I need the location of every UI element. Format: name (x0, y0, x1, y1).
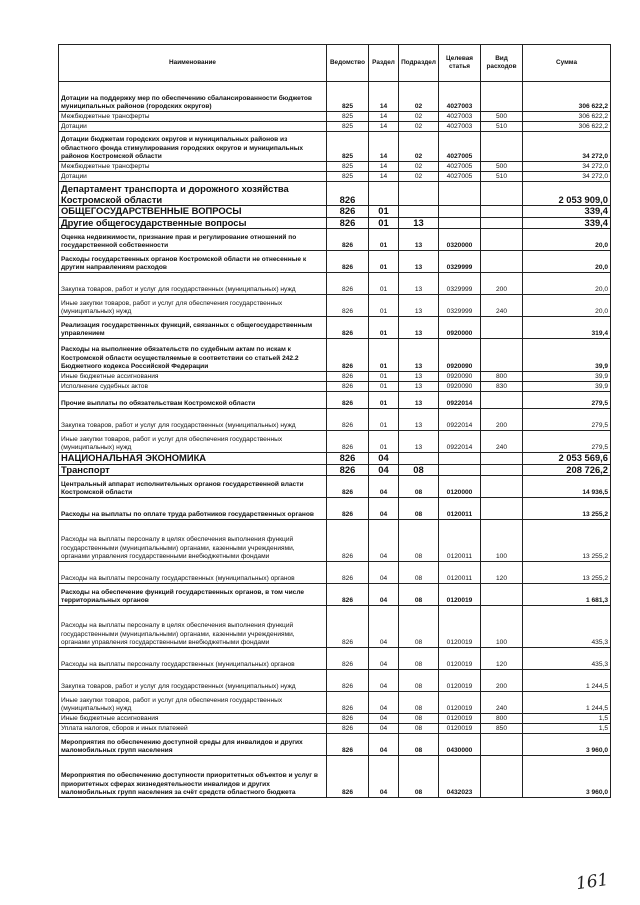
cell-statya: 0120019 (439, 648, 481, 670)
cell-statya (439, 464, 481, 476)
cell-summa: 1,5 (523, 714, 611, 724)
cell-razdel: 04 (369, 606, 399, 648)
cell-statya: 0329999 (439, 251, 481, 273)
header-statya: Целевая статья (439, 45, 481, 82)
cell-name: Исполнение судебных актов (59, 382, 327, 392)
cell-vedomstvo: 825 (327, 132, 369, 162)
cell-razdel: 04 (369, 648, 399, 670)
cell-podrazdel: 13 (399, 372, 439, 382)
cell-vid (481, 392, 523, 409)
cell-summa: 1 681,3 (523, 584, 611, 606)
cell-name: Межбюджетные трансферты (59, 112, 327, 122)
cell-summa: 20,0 (523, 251, 611, 273)
header-vid: Вид расходов (481, 45, 523, 82)
cell-razdel: 01 (369, 206, 399, 218)
cell-vid: 240 (481, 431, 523, 453)
cell-podrazdel (399, 206, 439, 218)
cell-summa: 20,0 (523, 295, 611, 317)
table-row (59, 172, 611, 182)
cell-name: Другие общегосударственные вопросы (59, 217, 327, 229)
cell-vedomstvo: 826 (327, 562, 369, 584)
cell-vid: 120 (481, 648, 523, 670)
budget-table (58, 44, 611, 798)
cell-name: Оценка недвижимости, признание прав и регулирование отношений по государственной собственности (59, 229, 327, 251)
cell-podrazdel: 02 (399, 122, 439, 132)
cell-name: Иные закупки товаров, работ и услуг для обеспечения государственных (муниципальных) нужд (59, 295, 327, 317)
cell-name: Межбюджетные трансферты (59, 162, 327, 172)
cell-podrazdel: 02 (399, 132, 439, 162)
cell-summa: 279,5 (523, 392, 611, 409)
cell-razdel: 01 (369, 229, 399, 251)
table-row (59, 273, 611, 295)
cell-vedomstvo: 826 (327, 273, 369, 295)
cell-razdel: 14 (369, 112, 399, 122)
header-podrazdel: Подраздел (399, 45, 439, 82)
cell-name: Дотации (59, 172, 327, 182)
cell-podrazdel (399, 182, 439, 206)
cell-razdel: 14 (369, 132, 399, 162)
cell-vid: 240 (481, 295, 523, 317)
cell-podrazdel: 08 (399, 670, 439, 692)
table-row (59, 339, 611, 372)
cell-razdel: 01 (369, 339, 399, 372)
cell-vedomstvo: 826 (327, 317, 369, 339)
cell-vedomstvo: 826 (327, 670, 369, 692)
table-row (59, 82, 611, 112)
cell-podrazdel: 02 (399, 112, 439, 122)
cell-statya: 0120011 (439, 498, 481, 520)
cell-statya (439, 182, 481, 206)
cell-razdel: 14 (369, 172, 399, 182)
cell-vid (481, 756, 523, 798)
cell-podrazdel: 08 (399, 584, 439, 606)
table-row (59, 112, 611, 122)
cell-statya: 0329999 (439, 273, 481, 295)
cell-summa: 279,5 (523, 431, 611, 453)
header-name: Наименование (59, 45, 327, 82)
table-row (59, 464, 611, 476)
cell-podrazdel: 13 (399, 431, 439, 453)
cell-statya: 0922014 (439, 409, 481, 431)
cell-podrazdel: 02 (399, 162, 439, 172)
cell-statya: 0922014 (439, 431, 481, 453)
cell-statya: 4027005 (439, 162, 481, 172)
cell-podrazdel: 02 (399, 82, 439, 112)
cell-vedomstvo: 826 (327, 431, 369, 453)
cell-razdel: 01 (369, 392, 399, 409)
table-row (59, 122, 611, 132)
cell-razdel: 01 (369, 382, 399, 392)
cell-statya: 0329999 (439, 295, 481, 317)
cell-statya: 0920090 (439, 339, 481, 372)
cell-vid: 200 (481, 409, 523, 431)
table-row (59, 714, 611, 724)
cell-podrazdel: 08 (399, 734, 439, 756)
cell-summa: 20,0 (523, 273, 611, 295)
cell-summa: 34 272,0 (523, 162, 611, 172)
cell-name: Иные закупки товаров, работ и услуг для обеспечения государственных (муниципальных) нужд (59, 431, 327, 453)
cell-podrazdel: 13 (399, 409, 439, 431)
cell-statya: 0120019 (439, 724, 481, 734)
table-row (59, 382, 611, 392)
cell-name: Иные бюджетные ассигнования (59, 714, 327, 724)
cell-razdel: 01 (369, 372, 399, 382)
cell-podrazdel: 02 (399, 172, 439, 182)
cell-vedomstvo: 826 (327, 476, 369, 498)
cell-vedomstvo: 826 (327, 692, 369, 714)
cell-name: Транспорт (59, 464, 327, 476)
cell-vedomstvo: 825 (327, 162, 369, 172)
cell-summa: 13 255,2 (523, 498, 611, 520)
cell-podrazdel: 13 (399, 317, 439, 339)
cell-statya: 4027003 (439, 122, 481, 132)
cell-podrazdel: 13 (399, 392, 439, 409)
cell-razdel: 01 (369, 431, 399, 453)
cell-vid (481, 498, 523, 520)
cell-summa: 2 053 909,0 (523, 182, 611, 206)
cell-vedomstvo: 825 (327, 172, 369, 182)
table-row (59, 206, 611, 218)
page-number: 161 (574, 869, 610, 895)
cell-vedomstvo: 826 (327, 756, 369, 798)
cell-vid (481, 206, 523, 218)
cell-razdel: 01 (369, 217, 399, 229)
cell-statya: 0120019 (439, 692, 481, 714)
cell-vedomstvo: 826 (327, 206, 369, 218)
cell-summa: 435,3 (523, 606, 611, 648)
cell-vedomstvo: 826 (327, 382, 369, 392)
cell-vid (481, 132, 523, 162)
cell-razdel: 14 (369, 82, 399, 112)
cell-razdel: 01 (369, 251, 399, 273)
cell-vedomstvo: 826 (327, 464, 369, 476)
cell-name: НАЦИОНАЛЬНАЯ ЭКОНОМИКА (59, 453, 327, 465)
header-razdel: Раздел (369, 45, 399, 82)
table-row (59, 520, 611, 562)
cell-name: Закупка товаров, работ и услуг для государственных (муниципальных) нужд (59, 409, 327, 431)
cell-podrazdel: 08 (399, 756, 439, 798)
cell-vedomstvo: 826 (327, 648, 369, 670)
cell-name: Дотации (59, 122, 327, 132)
cell-summa: 2 053 569,6 (523, 453, 611, 465)
cell-statya (439, 453, 481, 465)
cell-vid (481, 217, 523, 229)
cell-razdel: 04 (369, 453, 399, 465)
cell-vedomstvo: 826 (327, 392, 369, 409)
cell-name: Дотации на поддержку мер по обеспечению сбалансированности бюджетов муниципальных районов (городских округов) (59, 82, 327, 112)
table-header-row (59, 45, 611, 82)
cell-razdel: 01 (369, 317, 399, 339)
cell-podrazdel: 13 (399, 229, 439, 251)
cell-vid: 120 (481, 562, 523, 584)
cell-name: Иные закупки товаров, работ и услуг для обеспечения государственных (муниципальных) нужд (59, 692, 327, 714)
cell-name: Расходы на выплаты по оплате труда работников государственных органов (59, 498, 327, 520)
cell-statya: 0920000 (439, 317, 481, 339)
cell-name: Иные бюджетные ассигнования (59, 372, 327, 382)
cell-razdel: 04 (369, 520, 399, 562)
cell-razdel: 14 (369, 122, 399, 132)
cell-podrazdel: 08 (399, 498, 439, 520)
table-row (59, 606, 611, 648)
cell-vid: 850 (481, 724, 523, 734)
cell-statya: 0120019 (439, 606, 481, 648)
cell-podrazdel: 08 (399, 476, 439, 498)
cell-summa: 435,3 (523, 648, 611, 670)
cell-summa: 39,9 (523, 382, 611, 392)
cell-vedomstvo: 826 (327, 714, 369, 724)
table-row (59, 431, 611, 453)
cell-name: Мероприятия по обеспечению доступной среды для инвалидов и других маломобильных групп населения (59, 734, 327, 756)
cell-name: Уплата налогов, сборов и иных платежей (59, 724, 327, 734)
cell-vid: 510 (481, 172, 523, 182)
table-row (59, 229, 611, 251)
table-row (59, 756, 611, 798)
table-row (59, 317, 611, 339)
cell-name: Расходы на выплаты персоналу в целях обеспечения выполнения функций государственными (муниципальными) органами, казенными учреждениями, органами управления государственными внебюджетными фондами (59, 520, 327, 562)
cell-statya: 0920090 (439, 382, 481, 392)
cell-summa: 34 272,0 (523, 132, 611, 162)
cell-vid: 830 (481, 382, 523, 392)
cell-vid (481, 453, 523, 465)
cell-vedomstvo: 826 (327, 520, 369, 562)
cell-name: Расходы на выполнение обязательств по судебным актам по искам к Костромской области осуществляемые в соответствии со статьей 242.2 Бюджетного кодекса Российской Федерации (59, 339, 327, 372)
cell-vedomstvo: 825 (327, 112, 369, 122)
cell-vedomstvo: 825 (327, 82, 369, 112)
cell-vedomstvo: 826 (327, 584, 369, 606)
cell-name: Расходы государственных органов Костромской области не отнесенные к другим направлениям расходов (59, 251, 327, 273)
cell-statya: 0120011 (439, 562, 481, 584)
cell-summa: 20,0 (523, 229, 611, 251)
table-row (59, 724, 611, 734)
cell-vid (481, 584, 523, 606)
cell-statya: 0320000 (439, 229, 481, 251)
table-row (59, 670, 611, 692)
cell-vid (481, 339, 523, 372)
table-row (59, 692, 611, 714)
table-row (59, 392, 611, 409)
cell-vid (481, 464, 523, 476)
cell-vid: 240 (481, 692, 523, 714)
header-summa: Сумма (523, 45, 611, 82)
cell-razdel: 04 (369, 464, 399, 476)
cell-summa: 39,9 (523, 339, 611, 372)
cell-name: Департамент транспорта и дорожного хозяйства Костромской области (59, 182, 327, 206)
cell-name: Реализация государственных функций, связанных с общегосударственным управлением (59, 317, 327, 339)
cell-podrazdel: 08 (399, 648, 439, 670)
cell-vid: 500 (481, 112, 523, 122)
table-row (59, 498, 611, 520)
cell-vedomstvo: 825 (327, 122, 369, 132)
cell-statya: 0432023 (439, 756, 481, 798)
cell-vid: 200 (481, 670, 523, 692)
cell-statya: 0120011 (439, 520, 481, 562)
table-row (59, 584, 611, 606)
cell-summa: 14 936,5 (523, 476, 611, 498)
cell-statya: 0922014 (439, 392, 481, 409)
cell-vid (481, 82, 523, 112)
cell-name: Прочие выплаты по обязательствам Костромской области (59, 392, 327, 409)
cell-podrazdel: 08 (399, 464, 439, 476)
cell-vid (481, 476, 523, 498)
cell-razdel: 04 (369, 584, 399, 606)
cell-summa: 279,5 (523, 409, 611, 431)
cell-vid: 500 (481, 162, 523, 172)
cell-razdel: 01 (369, 273, 399, 295)
cell-vedomstvo: 826 (327, 372, 369, 382)
cell-vedomstvo: 826 (327, 734, 369, 756)
cell-razdel: 01 (369, 409, 399, 431)
table-row (59, 295, 611, 317)
cell-statya: 0120019 (439, 670, 481, 692)
cell-podrazdel: 08 (399, 714, 439, 724)
cell-summa: 306 622,2 (523, 82, 611, 112)
cell-statya: 4027003 (439, 112, 481, 122)
cell-razdel: 04 (369, 692, 399, 714)
cell-podrazdel: 13 (399, 273, 439, 295)
table-row (59, 217, 611, 229)
cell-summa: 1,5 (523, 724, 611, 734)
cell-statya: 0120019 (439, 584, 481, 606)
cell-summa: 306 622,2 (523, 122, 611, 132)
cell-name: Закупка товаров, работ и услуг для государственных (муниципальных) нужд (59, 273, 327, 295)
table-row (59, 476, 611, 498)
cell-razdel: 04 (369, 476, 399, 498)
cell-vedomstvo: 826 (327, 251, 369, 273)
cell-vedomstvo: 826 (327, 453, 369, 465)
cell-name: Мероприятия по обеспечению доступности приоритетных объектов и услуг в приоритетных сферах жизнедеятельности инвалидов и других маломобильных групп населения за счёт средств областного бюджета (59, 756, 327, 798)
table-row (59, 372, 611, 382)
cell-summa: 208 726,2 (523, 464, 611, 476)
cell-statya: 0430000 (439, 734, 481, 756)
cell-statya: 4027003 (439, 82, 481, 112)
cell-summa: 13 255,2 (523, 520, 611, 562)
cell-vid: 100 (481, 520, 523, 562)
cell-statya (439, 206, 481, 218)
cell-podrazdel (399, 453, 439, 465)
cell-vid: 200 (481, 273, 523, 295)
cell-statya (439, 217, 481, 229)
cell-vid (481, 251, 523, 273)
cell-podrazdel: 13 (399, 339, 439, 372)
cell-vid (481, 229, 523, 251)
cell-statya: 0920090 (439, 372, 481, 382)
cell-summa: 1 244,5 (523, 692, 611, 714)
table-row (59, 409, 611, 431)
cell-vedomstvo: 826 (327, 217, 369, 229)
cell-name: Расходы на выплаты персоналу государственных (муниципальных) органов (59, 648, 327, 670)
cell-podrazdel: 08 (399, 562, 439, 584)
cell-podrazdel: 08 (399, 606, 439, 648)
cell-vid (481, 182, 523, 206)
cell-vedomstvo: 826 (327, 409, 369, 431)
cell-summa: 13 255,2 (523, 562, 611, 584)
cell-razdel: 01 (369, 295, 399, 317)
cell-razdel: 04 (369, 562, 399, 584)
table-row (59, 251, 611, 273)
table-row (59, 162, 611, 172)
cell-summa: 306 622,2 (523, 112, 611, 122)
cell-razdel: 04 (369, 670, 399, 692)
cell-statya: 4027005 (439, 132, 481, 162)
cell-vid: 510 (481, 122, 523, 132)
table-row (59, 453, 611, 465)
cell-podrazdel: 13 (399, 295, 439, 317)
table-row (59, 562, 611, 584)
cell-vedomstvo: 826 (327, 606, 369, 648)
cell-statya: 0120019 (439, 714, 481, 724)
cell-statya: 4027005 (439, 172, 481, 182)
cell-razdel: 04 (369, 498, 399, 520)
cell-vedomstvo: 826 (327, 182, 369, 206)
cell-name: Дотации бюджетам городских округов и муниципальных районов из областного фонда стимулирования городских округов и муниципальных районов Костромской области (59, 132, 327, 162)
cell-razdel (369, 182, 399, 206)
cell-vid: 800 (481, 372, 523, 382)
cell-razdel: 04 (369, 734, 399, 756)
cell-vid: 100 (481, 606, 523, 648)
cell-podrazdel: 13 (399, 382, 439, 392)
cell-summa: 39,9 (523, 372, 611, 382)
cell-name: Закупка товаров, работ и услуг для государственных (муниципальных) нужд (59, 670, 327, 692)
cell-name: Центральный аппарат исполнительных органов государственной власти Костромской области (59, 476, 327, 498)
cell-summa: 3 960,0 (523, 734, 611, 756)
cell-summa: 3 960,0 (523, 756, 611, 798)
cell-vid (481, 734, 523, 756)
cell-podrazdel: 08 (399, 692, 439, 714)
cell-razdel: 04 (369, 724, 399, 734)
cell-vedomstvo: 826 (327, 229, 369, 251)
cell-vid (481, 317, 523, 339)
table-row (59, 734, 611, 756)
cell-vedomstvo: 826 (327, 724, 369, 734)
cell-summa: 339,4 (523, 217, 611, 229)
cell-podrazdel: 08 (399, 724, 439, 734)
cell-vid: 800 (481, 714, 523, 724)
table-row (59, 648, 611, 670)
cell-podrazdel: 08 (399, 520, 439, 562)
cell-statya: 0120000 (439, 476, 481, 498)
cell-razdel: 04 (369, 714, 399, 724)
cell-summa: 339,4 (523, 206, 611, 218)
header-vedomstvo: Ведомство (327, 45, 369, 82)
cell-summa: 1 244,5 (523, 670, 611, 692)
cell-name: Расходы на выплаты персоналу государственных (муниципальных) органов (59, 562, 327, 584)
cell-vedomstvo: 826 (327, 295, 369, 317)
cell-summa: 34 272,0 (523, 172, 611, 182)
cell-vedomstvo: 826 (327, 339, 369, 372)
cell-podrazdel: 13 (399, 217, 439, 229)
cell-name: ОБЩЕГОСУДАРСТВЕННЫЕ ВОПРОСЫ (59, 206, 327, 218)
cell-razdel: 04 (369, 756, 399, 798)
table-row (59, 182, 611, 206)
cell-name: Расходы на выплаты персоналу в целях обеспечения выполнения функций государственными (муниципальными) органами, казенными учреждениями, органами управления государственными внебюджетными фондами (59, 606, 327, 648)
cell-summa: 319,4 (523, 317, 611, 339)
table-row (59, 132, 611, 162)
cell-vedomstvo: 826 (327, 498, 369, 520)
table-body (59, 82, 611, 798)
cell-podrazdel: 13 (399, 251, 439, 273)
cell-name: Расходы на обеспечение функций государственных органов, в том числе территориальных органов (59, 584, 327, 606)
cell-razdel: 14 (369, 162, 399, 172)
